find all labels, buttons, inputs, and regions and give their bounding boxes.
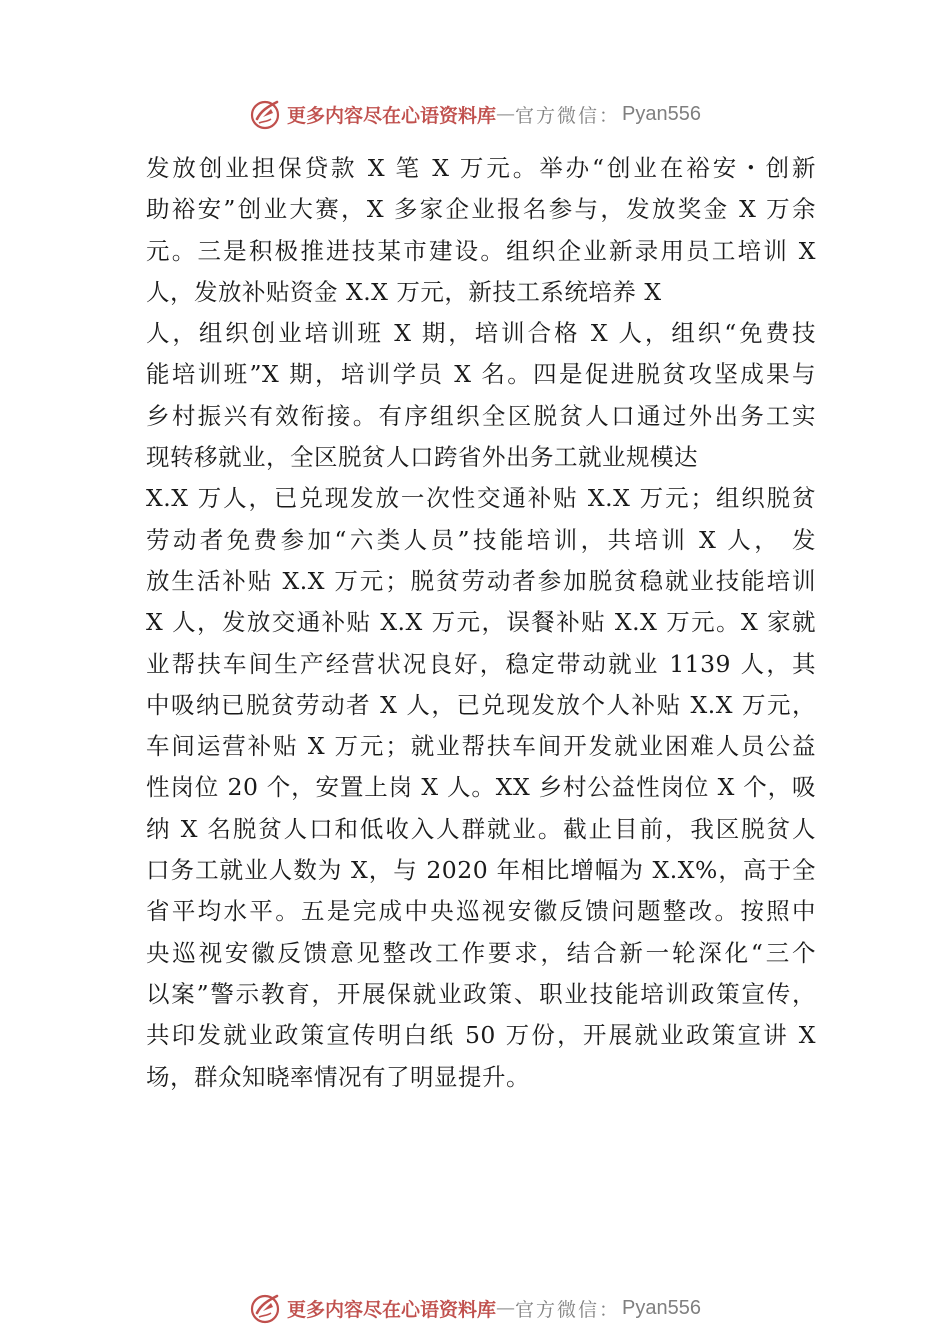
body-line: 口务工就业人数为 X，与 2020 年相比增幅为 X.X%，高于全 bbox=[146, 856, 816, 885]
body-line: 车间运营补贴 X 万元；就业帮扶车间开发就业困难人员公益 bbox=[146, 732, 816, 761]
header-wechat-label: 官方微信： bbox=[515, 104, 621, 127]
page-header bbox=[0, 94, 950, 134]
body-line: 性岗位 20 个，安置上岗 X 人。XX 乡村公益性岗位 X 个，吸 bbox=[146, 773, 816, 802]
body-line: 人，发放补贴资金 X.X 万元，新技工系统培养 X bbox=[146, 277, 662, 306]
body-line: 业帮扶车间生产经营状况良好，稳定带动就业 1139 人，其 bbox=[146, 649, 816, 678]
header-wechat-handle: Pyan556 bbox=[622, 102, 701, 125]
page-footer bbox=[0, 1288, 950, 1328]
logo-icon bbox=[249, 1291, 283, 1325]
header-dash: — bbox=[496, 103, 516, 125]
body-line: 央巡视安徽反馈意见整改工作要求，结合新一轮深化“三个 bbox=[146, 938, 816, 967]
body-line: 助裕安”创业大赛，X 多家企业报名参与，发放奖金 X 万余 bbox=[146, 195, 816, 224]
body-line: 元。三是积极推进技某市建设。组织企业新录用员工培训 X bbox=[146, 236, 816, 265]
header-brand-text: 更多内容尽在心语资料库 bbox=[287, 104, 497, 127]
footer-dash: — bbox=[496, 1297, 516, 1319]
body-line: 纳 X 名脱贫人口和低收入人群就业。截止目前，我区脱贫人 bbox=[146, 814, 816, 843]
body-line: 人，组织创业培训班 X 期，培训合格 X 人，组织“免费技 bbox=[146, 319, 816, 348]
body-line: 放生活补贴 X.X 万元；脱贫劳动者参加脱贫稳就业技能培训 bbox=[146, 566, 816, 595]
body-line: 共印发就业政策宣传明白纸 50 万份，开展就业政策宣讲 X bbox=[146, 1021, 816, 1050]
footer-brand-text: 更多内容尽在心语资料库 bbox=[287, 1298, 497, 1321]
body-line: X 人，发放交通补贴 X.X 万元，误餐补贴 X.X 万元。X 家就 bbox=[146, 608, 816, 637]
body-line: 场，群众知晓率情况有了明显提升。 bbox=[146, 1062, 530, 1091]
body-line: 劳动者免费参加“六类人员”技能培训，共培训 X 人， 发 bbox=[146, 525, 816, 554]
body-line: 能培训班”X 期，培训学员 X 名。四是促进脱贫攻坚成果与 bbox=[146, 360, 816, 389]
footer-wechat-handle: Pyan556 bbox=[622, 1296, 701, 1319]
footer-wechat-label: 官方微信： bbox=[515, 1298, 621, 1321]
body-text bbox=[146, 148, 816, 1098]
body-line: 发放创业担保贷款 X 笔 X 万元。举办“创业在裕安・创新 bbox=[146, 154, 816, 182]
body-line: 现转移就业，全区脱贫人口跨省外出务工就业规模达 bbox=[146, 443, 698, 472]
body-line: 乡村振兴有效衔接。有序组织全区脱贫人口通过外出务工实 bbox=[146, 401, 816, 430]
body-line: 省平均水平。五是完成中央巡视安徽反馈问题整改。按照中 bbox=[146, 897, 816, 926]
body-line: 以案”警示教育，开展保就业政策、职业技能培训政策宣传， bbox=[146, 979, 816, 1008]
body-line: X.X 万人，已兑现发放一次性交通补贴 X.X 万元；组织脱贫 bbox=[146, 484, 816, 513]
logo-icon bbox=[249, 97, 283, 131]
body-line: 中吸纳已脱贫劳动者 X 人，已兑现发放个人补贴 X.X 万元， bbox=[146, 690, 816, 719]
